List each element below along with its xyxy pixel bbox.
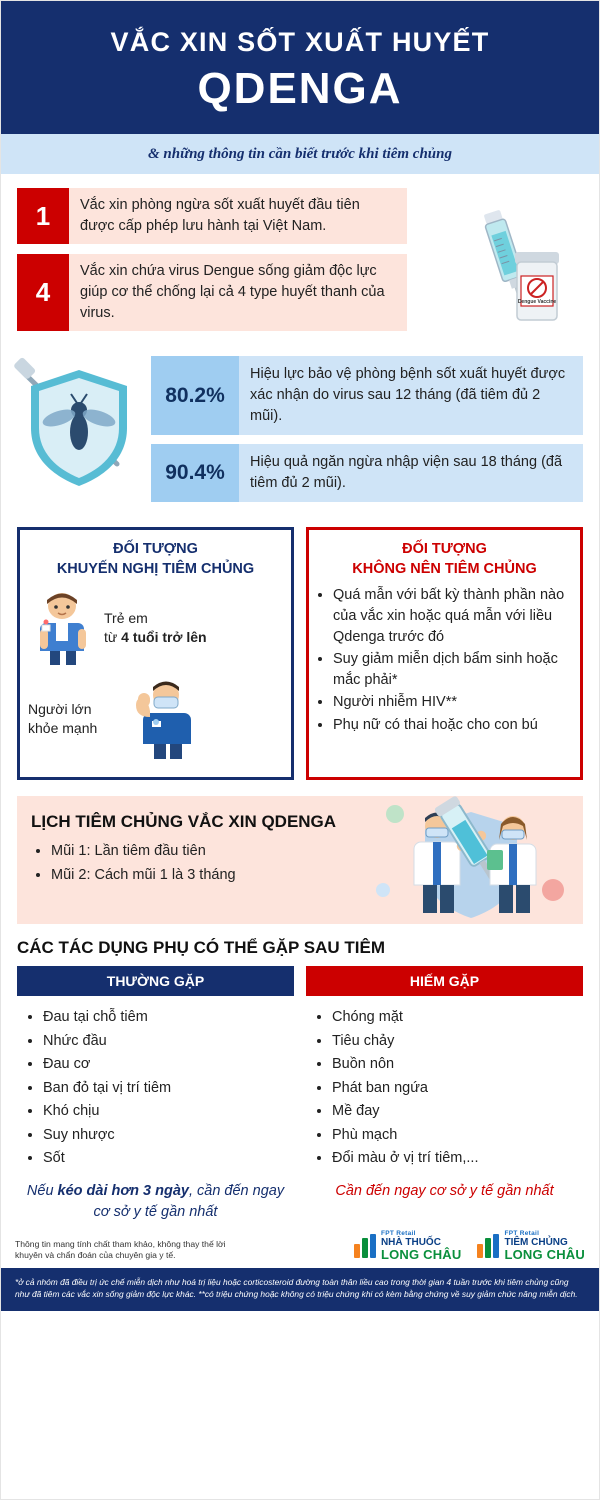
list-item: • Quá mẫn với bất kỳ thành phần nào của vắc xin hoặc quá mẫn với liều Qdenga trước đó [333, 585, 572, 647]
footer [1, 1223, 599, 1268]
common-side-effects-heading: THƯỜNG GẶP [17, 966, 294, 996]
footnote-bar: *ở cả nhóm đã điều trị ức chế miễn dịch như hoá trị liệu hoặc corticosteroid đường toàn thân liều cao trong thời gian 4 tuần trước khi tiêm chủng cũng như đã tiêm các vắc xin sống giảm độc lực khác. **có triệu chứng hoặc không có triệu chứng khi có kèm bằng chứng về suy giảm chức năng miễn dịch. [1, 1268, 599, 1311]
not-recommended-title-line2: KHÔNG NÊN TIÊM CHỦNG [352, 560, 537, 577]
efficacy-section [1, 350, 599, 521]
recommended-item-child [28, 589, 283, 667]
list-item: • Buồn nôn [332, 1053, 583, 1076]
long-chau-logo-icon [477, 1234, 499, 1258]
list-item: • Nhức đầu [43, 1030, 294, 1053]
brand-logo-vaccination [477, 1231, 585, 1262]
efficacy-row [151, 356, 583, 435]
schedule-title: LỊCH TIÊM CHỦNG VẮC XIN QDENGA [31, 812, 337, 832]
rare-side-effects-list [332, 1006, 583, 1170]
common-side-effects-column [17, 966, 294, 1222]
list-item: • Người nhiễm HIV** [333, 692, 572, 713]
fact-text: Vắc xin phòng ngừa sốt xuất huyết đầu tiên được cấp phép lưu hành tại Việt Nam. [69, 188, 407, 244]
child-label-bold: 4 tuổi trở lên [121, 629, 207, 646]
brand-line1: NHÀ THUỐC [380, 1236, 441, 1248]
list-item: • Mũi 1: Lần tiêm đầu tiên [51, 840, 569, 863]
list-item: • Đổi màu ở vị trí tiêm,... [332, 1147, 583, 1170]
side-effects-section [1, 966, 599, 1222]
footer-disclaimer: Thông tin mang tính chất tham khảo, không thay thế lời khuyên và chẩn đoán của chuyên gia y tế. [15, 1238, 226, 1261]
subheader-text: & những thông tin cần biết trước khi tiêm chủng [147, 146, 452, 163]
fact-number: 4 [17, 254, 69, 331]
facts-section [1, 174, 599, 350]
brand-line2: LONG CHÂU [504, 1247, 585, 1263]
brand-parent-label: FPT Retail [504, 1229, 540, 1237]
list-item: • Đau cơ [43, 1053, 294, 1076]
recommended-group-title [28, 540, 283, 579]
recommended-adult-label: Người lớn khỏe mạnh [28, 700, 98, 737]
child-label-pre: từ [104, 629, 122, 646]
fact-text: Vắc xin chứa virus Dengue sống giảm độc lực giúp cơ thể chống lại cả 4 type huyết thanh của virus. [69, 254, 407, 331]
recommended-title-line1: ĐỐI TƯỢNG [113, 541, 198, 558]
syringe-and-vial-illustration [453, 200, 581, 340]
fact-row [17, 254, 407, 331]
mosquito-shield-illustration [9, 352, 151, 502]
list-item: • Suy giảm miễn dịch bẩm sinh hoặc mắc phải* [333, 649, 572, 690]
brand-line2: LONG CHÂU [380, 1247, 462, 1263]
efficacy-row [151, 444, 583, 502]
brand-logo-pharmacy [354, 1231, 462, 1262]
not-recommended-title-line1: ĐỐI TƯỢNG [402, 541, 487, 558]
not-recommended-list [333, 585, 572, 735]
doctors-illustration [367, 778, 577, 928]
list-item: • Phụ nữ có thai hoặc cho con bú [333, 715, 572, 736]
adult-illustration [126, 677, 200, 761]
list-item: • Tiêu chảy [332, 1030, 583, 1053]
efficacy-text: Hiệu lực bảo vệ phòng bệnh sốt xuất huyết được xác nhận do virus sau 12 tháng (đã tiêm đủ 2 mũi). [250, 366, 566, 425]
brand-line1: TIÊM CHỦNG [504, 1236, 568, 1248]
recommended-group-box [17, 527, 294, 780]
list-item: • Sốt [43, 1147, 294, 1170]
list-item: • Suy nhược [43, 1124, 294, 1147]
long-chau-logo-icon [354, 1234, 376, 1258]
list-item: • Phát ban ngứa [332, 1077, 583, 1100]
rare-side-effects-column [306, 966, 583, 1222]
vaccine-brand-name: QDENGA [197, 64, 403, 114]
target-groups-section [1, 521, 599, 792]
efficacy-percent: 90.4% [151, 444, 239, 502]
side-effects-title: CÁC TÁC DỤNG PHỤ CÓ THỂ GẶP SAU TIÊM [17, 938, 386, 958]
list-item: • Ban đỏ tại vị trí tiêm [43, 1077, 294, 1100]
header [1, 1, 599, 134]
list-item: • Khó chịu [43, 1100, 294, 1123]
rare-side-effects-heading: HIẾM GẶP [306, 966, 583, 996]
rare-side-effects-note: Cần đến ngay cơ sở y tế gần nhất [335, 1182, 554, 1199]
note-bold: kéo dài hơn 3 ngày [57, 1182, 189, 1199]
brand-logos [354, 1231, 585, 1262]
child-illustration [28, 589, 98, 667]
subheader-band [1, 134, 599, 174]
not-recommended-group-title [317, 540, 572, 579]
page-title: VẮC XIN SỐT XUẤT HUYẾT [110, 27, 490, 57]
fact-number: 1 [17, 188, 69, 244]
common-side-effects-note [17, 1181, 294, 1223]
recommended-child-label [104, 609, 207, 648]
list-item: • Mề đay [332, 1100, 583, 1123]
child-label-line1: Trẻ em [104, 609, 148, 626]
list-item: • Đau tại chỗ tiêm [43, 1006, 294, 1029]
svg-text:Dengue Vaccine: Dengue Vaccine [517, 299, 557, 306]
efficacy-text: Hiệu quả ngăn ngừa nhập viện sau 18 tháng (đã tiêm đủ 2 mũi). [250, 454, 563, 492]
note-pre: Nếu [26, 1182, 58, 1199]
list-item: • Chóng mặt [332, 1006, 583, 1029]
fact-row [17, 188, 407, 244]
recommended-title-line2: KHUYẾN NGHỊ TIÊM CHỦNG [56, 560, 255, 577]
note-post: , cần đến ngay cơ sở y tế gần nhất [93, 1182, 285, 1220]
efficacy-percent: 80.2% [151, 356, 239, 435]
recommended-item-adult [28, 677, 283, 761]
schedule-section [17, 796, 583, 924]
not-recommended-group-box [306, 527, 583, 780]
common-side-effects-list [43, 1006, 294, 1170]
list-item: • Mũi 2: Cách mũi 1 là 3 tháng [51, 864, 569, 887]
list-item: • Phù mạch [332, 1124, 583, 1147]
brand-parent-label: FPT Retail [380, 1229, 416, 1237]
